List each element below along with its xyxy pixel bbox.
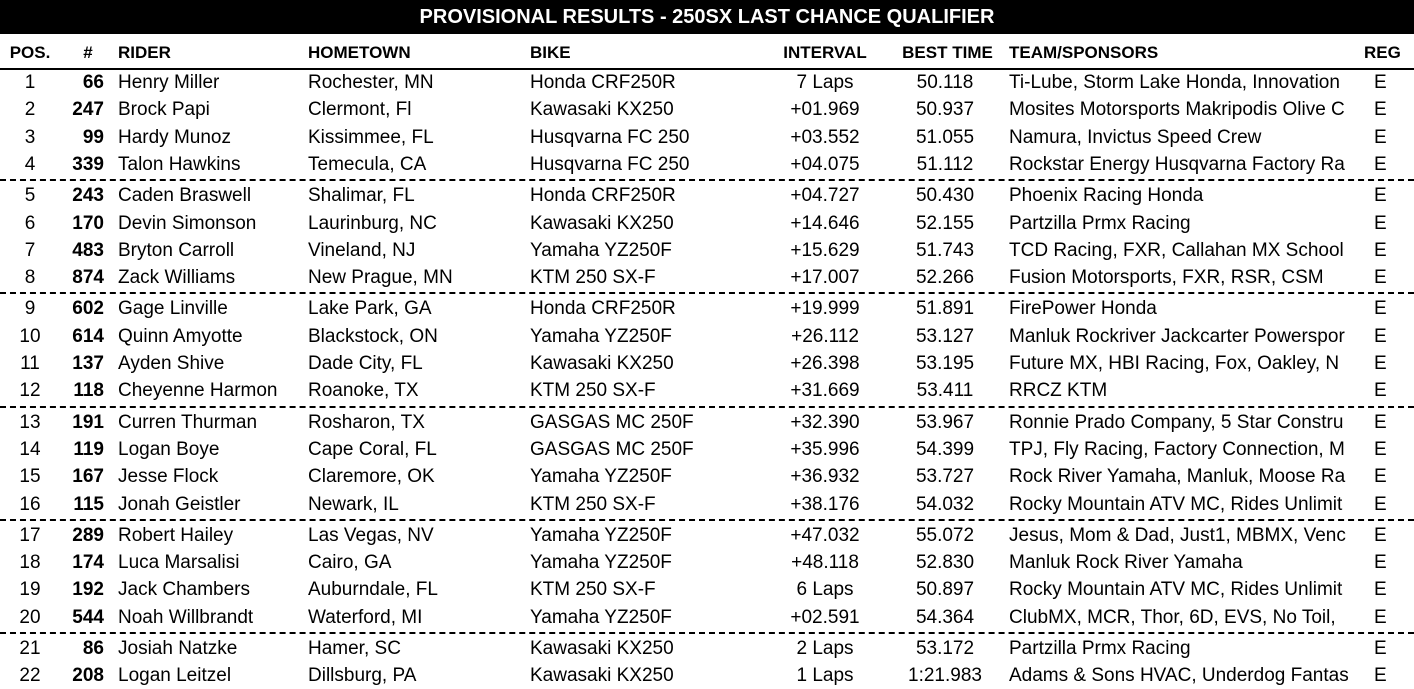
cell-interval: +14.646 (790, 212, 860, 234)
cell-bike: KTM 250 SX-F (530, 267, 656, 289)
cell-interval: +32.390 (790, 411, 860, 433)
cell-number: 167 (72, 466, 104, 488)
cell-bike: Kawasaki KX250 (530, 99, 674, 121)
cell-hometown: Dade City, FL (308, 353, 423, 374)
cell-team: Manluk Rockriver Jackcarter Powerspor (1009, 325, 1345, 347)
cell-rider: Hardy Munoz (118, 126, 231, 148)
header-pos: POS. (9, 43, 51, 62)
cell-number: 119 (73, 438, 104, 460)
cell-best-time: 51.743 (915, 239, 975, 261)
cell-pos: 7 (24, 239, 36, 261)
cell-best-time: 52.266 (915, 267, 975, 289)
cell-team: Partzilla Prmx Racing (1009, 212, 1191, 234)
cell-pos: 14 (19, 438, 41, 460)
header-best-time: BEST TIME (902, 43, 993, 62)
cell-hometown: Clermont, Fl (308, 99, 412, 121)
cell-team: Jesus, Mom & Dad, Just1, MBMX, Venc (1009, 524, 1346, 546)
cell-bike: Honda CRF250R (530, 185, 676, 207)
cell-team: TPJ, Fly Racing, Factory Connection, M (1009, 438, 1345, 460)
cell-best-time: 51.112 (916, 153, 974, 175)
table-row (0, 182, 1414, 209)
cell-pos: 21 (19, 638, 41, 659)
cell-best-time: 51.891 (915, 298, 975, 320)
cell-bike: Yamaha YZ250F (530, 606, 672, 628)
cell-pos: 10 (19, 325, 41, 347)
cell-interval: +26.398 (790, 353, 860, 374)
table-row (0, 635, 1414, 662)
cell-interval: +38.176 (790, 493, 860, 515)
cell-number: 339 (72, 153, 104, 175)
cell-rider: Gage Linville (118, 298, 228, 320)
cell-interval: +36.932 (790, 466, 860, 488)
cell-best-time: 52.155 (915, 212, 975, 234)
cell-bike: Yamaha YZ250F (530, 325, 672, 347)
cell-team: Partzilla Prmx Racing (1009, 638, 1191, 659)
cell-reg: E (1374, 411, 1387, 433)
cell-best-time: 55.072 (915, 524, 975, 546)
table-row (0, 549, 1414, 576)
cell-reg: E (1374, 153, 1387, 175)
cell-reg: E (1374, 493, 1387, 515)
cell-interval: +04.075 (790, 153, 860, 175)
cell-bike: Yamaha YZ250F (530, 239, 672, 261)
cell-hometown: Rochester, MN (308, 72, 434, 93)
cell-number: 99 (82, 126, 104, 148)
cell-pos: 20 (19, 606, 41, 628)
cell-team: Future MX, HBI Racing, Fox, Oakley, N (1009, 353, 1340, 374)
cell-pos: 16 (19, 493, 41, 515)
cell-number: 289 (72, 524, 104, 546)
cell-best-time: 53.127 (915, 325, 975, 347)
cell-interval: 2 Laps (796, 638, 854, 659)
cell-hometown: Vineland, NJ (308, 239, 416, 261)
cell-number: 483 (72, 239, 104, 261)
results-title: PROVISIONAL RESULTS - 250SX LAST CHANCE QUALIFIER (0, 0, 1414, 34)
cell-rider: Jack Chambers (118, 579, 250, 601)
cell-bike: Yamaha YZ250F (530, 466, 672, 488)
table-header (0, 38, 1414, 70)
table-row (0, 522, 1414, 549)
cell-team: Rock River Yamaha, Manluk, Moose Ra (1009, 466, 1346, 488)
cell-reg: E (1374, 438, 1387, 460)
cell-pos: 13 (19, 411, 41, 433)
cell-bike: Kawasaki KX250 (530, 638, 674, 659)
cell-number: 174 (72, 552, 104, 574)
table-row (0, 323, 1414, 350)
cell-interval: +15.629 (790, 239, 860, 261)
cell-best-time: 54.364 (915, 606, 975, 628)
cell-interval: +48.118 (791, 552, 859, 574)
cell-team: Rocky Mountain ATV MC, Rides Unlimit (1009, 579, 1343, 601)
header-rider: RIDER (118, 43, 171, 62)
table-row (0, 576, 1414, 603)
cell-number: 208 (72, 665, 104, 687)
cell-best-time: 53.411 (916, 380, 974, 402)
cell-rider: Henry Miller (118, 72, 220, 93)
cell-reg: E (1374, 353, 1387, 374)
cell-rider: Logan Leitzel (118, 665, 232, 687)
cell-rider: Curren Thurman (118, 411, 258, 433)
header-reg: REG (1364, 43, 1401, 62)
cell-rider: Talon Hawkins (118, 153, 241, 175)
cell-hometown: New Prague, MN (308, 267, 453, 289)
cell-hometown: Temecula, CA (308, 153, 427, 175)
cell-rider: Luca Marsalisi (118, 552, 240, 574)
cell-bike: GASGAS MC 250F (530, 438, 694, 460)
cell-number: 614 (72, 325, 104, 347)
cell-reg: E (1374, 552, 1387, 574)
cell-number: 192 (72, 579, 104, 601)
cell-hometown: Rosharon, TX (308, 411, 425, 433)
group-divider (0, 179, 1414, 181)
cell-reg: E (1374, 579, 1387, 601)
cell-number: 874 (72, 267, 104, 289)
table-row (0, 124, 1414, 151)
cell-reg: E (1374, 99, 1387, 121)
cell-pos: 1 (24, 72, 36, 93)
table-row (0, 409, 1414, 436)
cell-rider: Jonah Geistler (118, 493, 241, 515)
cell-team: Adams & Sons HVAC, Underdog Fantas (1009, 665, 1349, 687)
header-interval: INTERVAL (783, 43, 867, 62)
cell-best-time: 50.897 (915, 579, 975, 601)
cell-hometown: Shalimar, FL (308, 185, 415, 207)
cell-pos: 15 (19, 466, 41, 488)
group-divider (0, 292, 1414, 294)
cell-bike: Honda CRF250R (530, 298, 676, 320)
cell-hometown: Las Vegas, NV (308, 524, 434, 546)
cell-pos: 6 (24, 212, 36, 234)
cell-hometown: Blackstock, ON (308, 325, 438, 347)
cell-pos: 11 (20, 353, 40, 374)
cell-number: 86 (82, 638, 104, 659)
cell-bike: Yamaha YZ250F (530, 524, 672, 546)
cell-team: Manluk Rock River Yamaha (1009, 552, 1243, 574)
table-row (0, 350, 1414, 377)
cell-best-time: 50.430 (915, 185, 975, 207)
cell-interval: +01.969 (790, 99, 860, 121)
cell-hometown: Lake Park, GA (308, 298, 432, 320)
header-hometown: HOMETOWN (308, 43, 411, 62)
cell-rider: Devin Simonson (118, 212, 257, 234)
header-bike: BIKE (530, 43, 571, 62)
cell-best-time: 53.727 (915, 466, 975, 488)
cell-pos: 12 (19, 380, 41, 402)
cell-interval: +19.999 (790, 298, 860, 320)
cell-reg: E (1374, 524, 1387, 546)
cell-interval: +35.996 (790, 438, 860, 460)
cell-pos: 9 (24, 298, 36, 320)
cell-interval: +26.112 (791, 325, 859, 347)
cell-bike: Kawasaki KX250 (530, 665, 674, 687)
table-row (0, 463, 1414, 490)
cell-team: Mosites Motorsports Makripodis Olive C (1009, 99, 1345, 121)
table-row (0, 436, 1414, 463)
cell-pos: 2 (24, 99, 36, 121)
cell-reg: E (1374, 267, 1387, 289)
cell-rider: Caden Braswell (118, 185, 252, 207)
cell-hometown: Cape Coral, FL (308, 438, 437, 460)
cell-reg: E (1374, 126, 1387, 148)
group-divider (0, 632, 1414, 634)
cell-reg: E (1374, 239, 1387, 261)
cell-interval: +47.032 (790, 524, 860, 546)
table-row (0, 604, 1414, 631)
cell-team: Rocky Mountain ATV MC, Rides Unlimit (1009, 493, 1343, 515)
cell-bike: Honda CRF250R (530, 72, 676, 93)
table-row (0, 69, 1414, 96)
cell-bike: Husqvarna FC 250 (530, 126, 690, 148)
cell-best-time: 50.118 (916, 72, 974, 93)
cell-interval: +02.591 (790, 606, 860, 628)
cell-pos: 5 (24, 185, 36, 207)
cell-reg: E (1374, 212, 1387, 234)
cell-best-time: 53.172 (915, 638, 975, 659)
cell-bike: KTM 250 SX-F (530, 493, 656, 515)
cell-hometown: Kissimmee, FL (308, 126, 434, 148)
cell-bike: Husqvarna FC 250 (530, 153, 690, 175)
cell-reg: E (1374, 185, 1387, 207)
cell-number: 247 (72, 99, 104, 121)
cell-team: RRCZ KTM (1009, 380, 1108, 402)
cell-pos: 4 (24, 153, 36, 175)
cell-rider: Ayden Shive (118, 353, 225, 374)
cell-reg: E (1374, 665, 1387, 687)
table-row (0, 491, 1414, 518)
cell-bike: Yamaha YZ250F (530, 552, 672, 574)
cell-pos: 18 (19, 552, 41, 574)
cell-team: FirePower Honda (1009, 298, 1157, 320)
cell-hometown: Cairo, GA (308, 552, 392, 574)
cell-number: 118 (73, 380, 104, 402)
group-divider (0, 406, 1414, 408)
cell-hometown: Roanoke, TX (308, 380, 419, 402)
cell-team: Phoenix Racing Honda (1009, 185, 1204, 207)
cell-rider: Robert Hailey (118, 524, 234, 546)
cell-interval: +17.007 (790, 267, 860, 289)
cell-number: 243 (72, 185, 104, 207)
cell-rider: Josiah Natzke (118, 638, 238, 659)
cell-pos: 22 (19, 665, 41, 687)
cell-hometown: Dillsburg, PA (308, 665, 417, 687)
cell-best-time: 52.830 (915, 552, 975, 574)
cell-rider: Quinn Amyotte (118, 325, 243, 347)
cell-team: Rockstar Energy Husqvarna Factory Ra (1009, 153, 1345, 175)
cell-best-time: 1:21.983 (908, 665, 982, 687)
cell-rider: Jesse Flock (118, 466, 219, 488)
cell-pos: 8 (24, 267, 36, 289)
cell-reg: E (1374, 606, 1387, 628)
cell-rider: Brock Papi (118, 99, 210, 121)
cell-pos: 17 (19, 524, 41, 546)
cell-rider: Zack Williams (118, 267, 236, 289)
cell-team: ClubMX, MCR, Thor, 6D, EVS, No Toil, (1009, 606, 1336, 628)
cell-team: TCD Racing, FXR, Callahan MX School (1009, 239, 1344, 261)
cell-reg: E (1374, 325, 1387, 347)
cell-reg: E (1374, 466, 1387, 488)
table-row (0, 237, 1414, 264)
cell-hometown: Newark, IL (308, 493, 399, 515)
cell-number: 602 (72, 298, 104, 320)
cell-interval: +04.727 (790, 185, 860, 207)
cell-interval: +03.552 (790, 126, 860, 148)
cell-interval: +31.669 (790, 380, 860, 402)
cell-interval: 7 Laps (796, 72, 854, 93)
cell-best-time: 53.195 (915, 353, 975, 374)
table-row (0, 377, 1414, 404)
cell-hometown: Auburndale, FL (308, 579, 438, 601)
cell-number: 137 (72, 353, 104, 374)
cell-hometown: Waterford, MI (308, 606, 423, 628)
cell-best-time: 50.937 (915, 99, 975, 121)
table-row (0, 662, 1414, 689)
table-row (0, 264, 1414, 291)
cell-bike: Kawasaki KX250 (530, 353, 674, 374)
cell-hometown: Hamer, SC (308, 638, 401, 659)
cell-number: 66 (82, 72, 104, 93)
cell-reg: E (1374, 638, 1387, 659)
cell-best-time: 54.032 (915, 493, 975, 515)
cell-number: 115 (73, 493, 104, 515)
cell-interval: 6 Laps (796, 579, 854, 601)
cell-team: Namura, Invictus Speed Crew (1009, 126, 1262, 148)
header-number: # (83, 43, 93, 62)
cell-rider: Noah Willbrandt (118, 606, 254, 628)
cell-best-time: 54.399 (915, 438, 975, 460)
cell-best-time: 53.967 (915, 411, 975, 433)
cell-bike: KTM 250 SX-F (530, 380, 656, 402)
group-divider (0, 519, 1414, 521)
header-team: TEAM/SPONSORS (1009, 43, 1159, 62)
table-row (0, 210, 1414, 237)
cell-best-time: 51.055 (915, 126, 975, 148)
cell-number: 170 (72, 212, 104, 234)
table-row (0, 96, 1414, 123)
table-row (0, 295, 1414, 322)
cell-bike: KTM 250 SX-F (530, 579, 656, 601)
cell-team: Ronnie Prado Company, 5 Star Constru (1009, 411, 1344, 433)
cell-rider: Cheyenne Harmon (118, 380, 278, 402)
cell-interval: 1 Laps (796, 665, 854, 687)
cell-team: Ti-Lube, Storm Lake Honda, Innovation (1009, 72, 1340, 93)
cell-reg: E (1374, 380, 1387, 402)
cell-pos: 19 (19, 579, 41, 601)
cell-bike: GASGAS MC 250F (530, 411, 694, 433)
cell-reg: E (1374, 298, 1387, 320)
cell-hometown: Claremore, OK (308, 466, 435, 488)
cell-pos: 3 (24, 126, 36, 148)
cell-number: 191 (72, 411, 104, 433)
cell-rider: Logan Boye (118, 438, 220, 460)
cell-hometown: Laurinburg, NC (308, 212, 437, 234)
table-row (0, 151, 1414, 178)
cell-number: 544 (72, 606, 104, 628)
cell-reg: E (1374, 72, 1387, 93)
cell-rider: Bryton Carroll (118, 239, 235, 261)
cell-team: Fusion Motorsports, FXR, RSR, CSM (1009, 267, 1324, 289)
cell-bike: Kawasaki KX250 (530, 212, 674, 234)
